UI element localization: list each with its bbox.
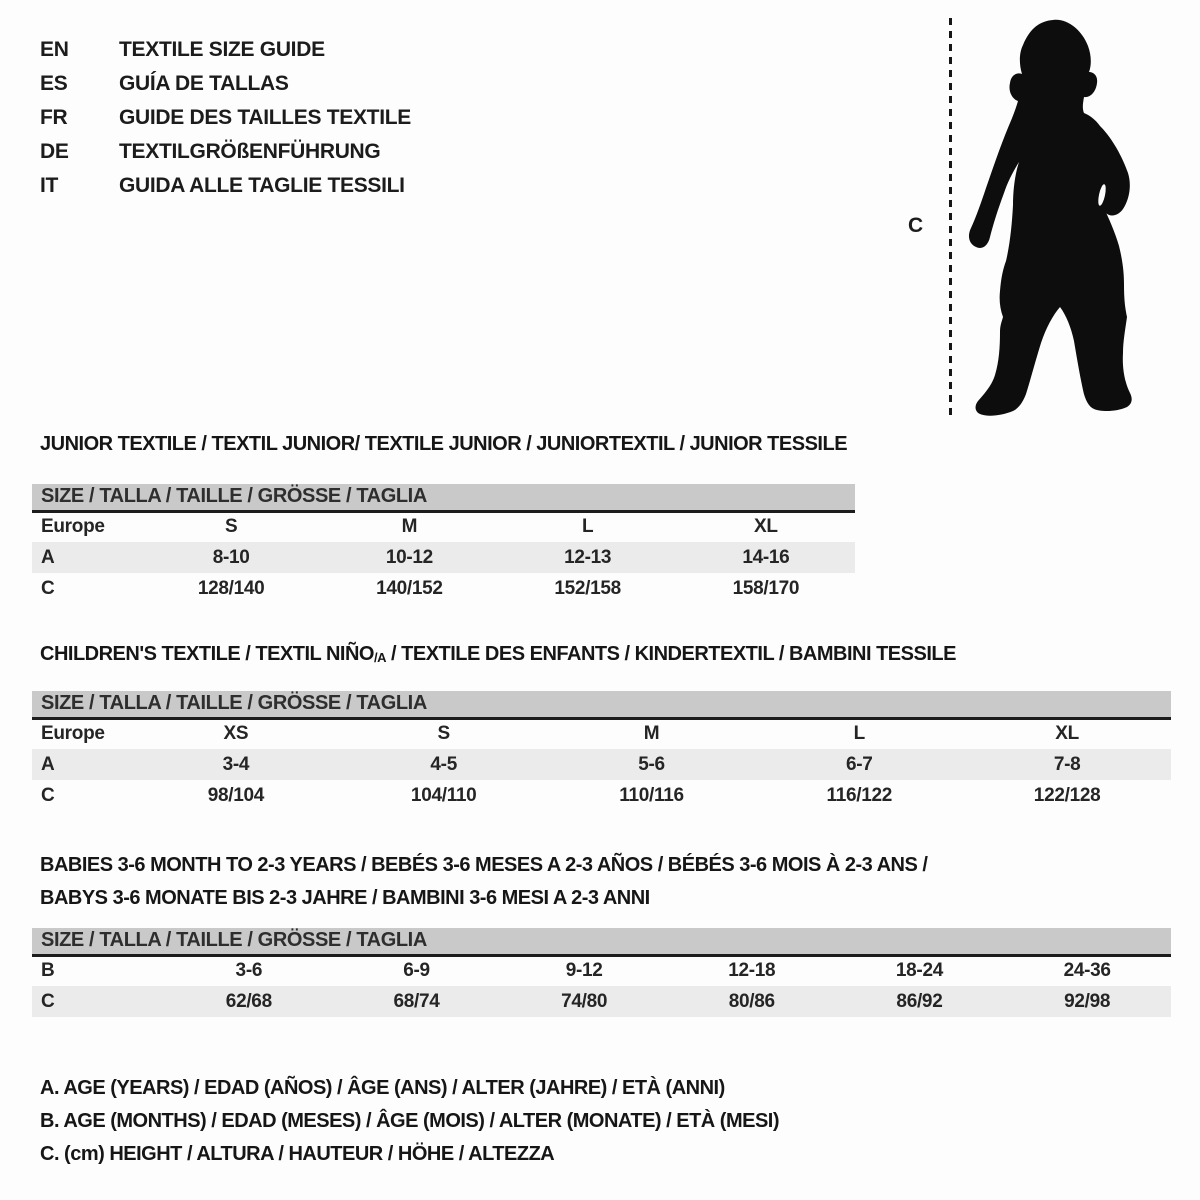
row-label: B [41,960,55,982]
size-cell: M [643,723,660,745]
table-row-height [32,780,1171,811]
height-cell: 158/170 [732,577,800,599]
size-cell: S [224,516,238,538]
row-label: C [41,784,55,806]
height-cell: 92/98 [1064,990,1111,1012]
children-section-heading [40,641,956,671]
height-cell: 110/116 [619,784,684,806]
row-label: C [41,990,55,1012]
babies-heading-line2: BABYS 3-6 MONATE BIS 2-3 JAHRE / BAMBINI 3-6 MESI A 2-3 ANNI [40,887,650,909]
language-row [40,33,411,67]
height-cell: 62/68 [225,990,272,1012]
language-code: ES [40,72,68,95]
size-cell: XS [223,723,249,745]
height-cell: 74/80 [561,990,608,1012]
age-cell: 6-7 [846,753,873,775]
age-cell: 18-24 [895,960,943,982]
age-cell: 8-10 [212,546,250,568]
height-cell: 152/158 [554,577,621,599]
height-cell: 80/86 [728,990,775,1012]
height-cell: 140/152 [376,577,443,599]
legend-line-b: B. AGE (MONTHS) / EDAD (MESES) / ÂGE (MOIS) / ALTER (MONATE) / ETÀ (MESI) [40,1110,780,1132]
height-cell: 86/92 [896,990,943,1012]
row-label: Europe [41,516,105,538]
size-header-bar: SIZE / TALLA / TAILLE / GRÖSSE / TAGLIA [32,484,855,511]
language-row [40,169,411,203]
row-label: A [41,546,55,568]
babies-heading-line1: BABIES 3-6 MONTH TO 2-3 YEARS / BEBÉS 3-6 MESES A 2-3 AÑOS / BÉBÉS 3-6 MOIS À 2-3 ANS / [40,854,928,876]
junior-size-table [32,484,855,604]
junior-section-heading: JUNIOR TEXTILE / TEXTIL JUNIOR/ TEXTILE JUNIOR / JUNIORTEXTIL / JUNIOR TESSILE [40,433,848,455]
size-cell: M [401,516,418,538]
table-row-height [32,986,1171,1017]
age-cell: 5-6 [638,753,665,775]
size-header-bar: SIZE / TALLA / TAILLE / GRÖSSE / TAGLIA [32,928,1171,955]
language-title: TEXTILGRÖßENFÜHRUNG [119,140,381,163]
height-measure-dashed-line [949,18,952,416]
babies-section-heading [40,849,927,915]
age-cell: 3-6 [235,960,263,982]
row-label: A [41,753,55,775]
height-cell: 128/140 [197,577,265,599]
age-cell: 4-5 [430,753,457,775]
table-header-row [32,484,855,511]
age-cell: 12-18 [728,960,776,982]
babies-size-table [32,928,1171,1017]
legend-line-c: C. (cm) HEIGHT / ALTURA / HAUTEUR / HÖHE / ALTEZZA [40,1143,555,1165]
age-cell: 6-9 [403,960,430,982]
height-measure-label: C [908,214,924,237]
size-cell: XL [754,516,778,538]
language-title: GUIDE DES TAILLES TEXTILE [119,106,411,129]
children-size-table [32,691,1171,811]
language-title: GUIDA ALLE TAGLIE TESSILI [119,174,405,197]
table-header-row [32,691,1171,718]
language-row [40,135,411,169]
language-title: GUÍA DE TALLAS [119,72,289,95]
size-cell: XL [1055,723,1079,745]
table-row-age [32,542,855,573]
height-cell: 68/74 [393,990,440,1012]
children-heading-post: / TEXTILE DES ENFANTS / KINDERTEXTIL / BAMBINI TESSILE [385,643,956,665]
language-code: DE [40,140,69,163]
age-cell: 9-12 [565,960,603,982]
table-row-age [32,749,1171,780]
age-cell: 24-36 [1063,960,1111,982]
size-cell: L [853,723,865,745]
size-header-bar: SIZE / TALLA / TAILLE / GRÖSSE / TAGLIA [32,691,1171,718]
size-cell: S [437,723,450,745]
legend-line-a: A. AGE (YEARS) / EDAD (AÑOS) / ÂGE (ANS) / ALTER (JAHRE) / ETÀ (ANNI) [40,1077,725,1099]
toddler-silhouette-icon [962,16,1137,420]
age-cell: 7-8 [1053,753,1081,775]
language-code: FR [40,106,68,129]
language-row [40,67,411,101]
language-row [40,101,411,135]
height-cell: 116/122 [826,784,893,806]
table-header-row [32,928,1171,955]
height-cell: 122/128 [1033,784,1101,806]
children-heading-pre: CHILDREN'S TEXTILE / TEXTIL NIÑO [40,643,374,665]
age-cell: 12-13 [564,546,612,568]
age-cell: 14-16 [742,546,790,568]
row-label: Europe [41,723,105,745]
age-cell: 10-12 [385,546,433,568]
language-title: TEXTILE SIZE GUIDE [119,38,325,61]
size-cell: L [581,516,594,538]
age-cell: 3-4 [222,753,250,775]
table-row-age-months [32,955,1171,986]
height-cell: 104/110 [410,784,477,806]
table-row-europe [32,511,855,542]
table-row-europe [32,718,1171,749]
language-code: IT [40,174,59,197]
language-code: EN [40,38,69,61]
children-heading-sub: /A [373,650,386,665]
row-label: C [41,577,55,599]
table-row-height [32,573,855,604]
language-title-list [40,33,411,203]
height-cell: 98/104 [207,784,265,806]
measure-legend [40,1072,779,1171]
